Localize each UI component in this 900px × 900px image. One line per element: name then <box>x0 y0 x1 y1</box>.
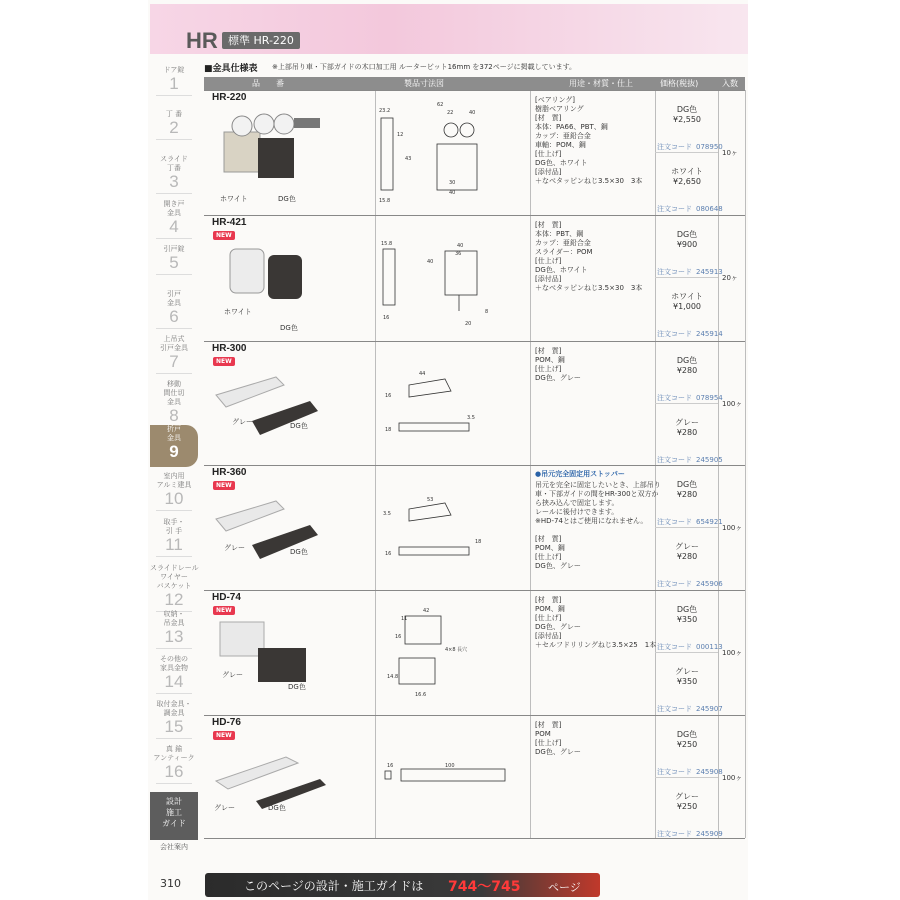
dimension-label: 40 <box>469 110 476 116</box>
product-name: HD-74 <box>212 592 241 603</box>
color-caption: ホワイト <box>220 195 248 203</box>
dimension-label: 43 <box>405 156 412 162</box>
color-caption: グレー <box>222 671 243 679</box>
index-tab-number: 16 <box>164 762 184 781</box>
variant-price: ¥250 <box>676 740 698 749</box>
part-dg <box>258 648 306 682</box>
order-code-prefix: 注文コード <box>657 518 692 526</box>
variant-color: DG色 <box>676 105 698 114</box>
order-code <box>657 829 723 839</box>
new-badge: NEW <box>213 606 235 615</box>
variant-price: ¥900 <box>676 240 698 249</box>
drawing-line <box>405 616 441 644</box>
variant-divider <box>655 777 718 778</box>
section-note: ※上部吊り車・下部ガイドの木口加工用 ルータービット16mm を372ページに掲載しています。 <box>272 63 577 71</box>
variant-divider <box>655 277 718 278</box>
dimension-label: 44 <box>419 371 426 377</box>
index-tab-9[interactable] <box>150 425 198 467</box>
dimension-label: 14.8 <box>387 674 399 680</box>
dimension-label: 8 <box>485 309 489 315</box>
dimension-drawing <box>375 469 527 587</box>
row-divider <box>204 465 745 466</box>
index-divider <box>156 274 192 275</box>
row-divider <box>204 215 745 216</box>
variant-color: ホワイト <box>671 292 703 301</box>
spec-text: 吊元を完全に固定したいとき、上部吊り 車・下部ガイドの間をHR-300と双方か ら挟み込んで固定します。 レールに後付けできます。 ※HD-74とはご使用になれません。 [材 質] POM、鋼 [仕上げ] DG色、グレー <box>535 481 661 570</box>
index-tab-number: 5 <box>169 253 179 272</box>
section-title: ■金具仕様表 <box>204 64 258 74</box>
order-code-prefix: 注文コード <box>657 768 692 776</box>
variant-price: ¥280 <box>676 366 698 375</box>
index-tab-number: 2 <box>169 118 179 137</box>
dimension-label: 16.6 <box>415 692 427 698</box>
drawing-line <box>399 423 469 431</box>
index-divider <box>156 373 192 374</box>
drawing-line <box>383 249 395 305</box>
index-tab-label: 折戸 金具 <box>167 425 181 442</box>
color-caption: DG色 <box>278 195 296 203</box>
new-badge: NEW <box>213 357 235 366</box>
drawing-line <box>409 379 451 397</box>
variant-color: DG色 <box>676 230 698 239</box>
index-divider <box>156 783 192 784</box>
order-code <box>657 393 723 403</box>
index-tab-label: その他の 家具金物 <box>160 655 188 672</box>
index-tab-10[interactable] <box>150 472 198 514</box>
body-dg <box>258 138 294 178</box>
index-divider <box>156 738 192 739</box>
variant-price: ¥350 <box>676 677 698 686</box>
order-code-prefix: 注文コード <box>657 330 692 338</box>
roller-wheel <box>232 116 252 136</box>
dimension-label: 3.5 <box>467 415 475 421</box>
order-code-prefix: 注文コード <box>657 705 692 713</box>
color-caption: グレー <box>224 544 245 552</box>
color-caption: DG色 <box>290 422 308 430</box>
index-tab-label: 開き戸 金具 <box>163 200 185 217</box>
order-code-number: 078950 <box>696 143 723 151</box>
product-photo <box>206 479 326 575</box>
color-caption: DG色 <box>290 548 308 556</box>
product-name: HR-300 <box>212 343 247 354</box>
order-code-prefix: 注文コード <box>657 830 692 838</box>
dimension-label: 15.8 <box>379 198 391 204</box>
header-dims: 製品寸法図 <box>404 79 444 88</box>
order-code <box>657 579 723 589</box>
new-badge: NEW <box>213 481 235 490</box>
roller-wheel <box>254 114 274 134</box>
order-code-number: 078954 <box>696 394 723 402</box>
order-code-number: 245906 <box>696 580 723 588</box>
order-code-number: 245913 <box>696 268 723 276</box>
index-tab-number: 11 <box>165 535 183 554</box>
index-tab-label: 取手・ 引 手 <box>163 518 185 535</box>
spec-text: [材 質] POM、鋼 [仕上げ] DG色、グレー <box>535 347 581 382</box>
part-grey <box>216 757 298 789</box>
index-tab-number: 10 <box>164 489 184 508</box>
order-code <box>657 767 723 777</box>
order-code <box>657 517 723 527</box>
index-tab-7[interactable] <box>150 335 198 377</box>
order-code-number: 245908 <box>696 768 723 776</box>
color-caption: DG色 <box>288 683 306 691</box>
dimension-label: 12 <box>397 132 404 138</box>
dimension-label: 100 <box>445 763 455 769</box>
variant-price: ¥2,550 <box>673 115 701 124</box>
body-dg <box>268 255 302 299</box>
variant-color: ホワイト <box>671 167 703 176</box>
footer-suffix: ページ <box>548 881 581 894</box>
index-tab-label: ドア錠 <box>163 66 185 74</box>
drawing-line <box>399 658 435 684</box>
body-white <box>230 249 264 293</box>
variant-color: DG色 <box>676 480 698 489</box>
new-badge: NEW <box>213 231 235 240</box>
dimension-label: 15.8 <box>381 241 393 247</box>
dimension-drawing <box>375 594 527 712</box>
index-tab-8[interactable] <box>150 380 198 425</box>
table-header <box>204 77 745 90</box>
dimension-drawing <box>375 345 527 463</box>
order-code-prefix: 注文コード <box>657 580 692 588</box>
order-code <box>657 267 723 277</box>
series-subtitle: 標準 HR-220 <box>222 32 300 49</box>
order-code-prefix: 注文コード <box>657 643 692 651</box>
company-info-link[interactable]: 会社案内 <box>160 843 188 851</box>
stopper-heading: ●吊元完全固定用ストッパー <box>535 470 625 478</box>
variant-price: ¥1,000 <box>673 302 701 311</box>
index-tab-number: 13 <box>164 627 184 646</box>
product-name: HR-421 <box>212 217 247 228</box>
variant-divider <box>655 403 718 404</box>
drawing-line <box>399 547 469 555</box>
spec-text: [材 質] POM [仕上げ] DG色、グレー <box>535 721 581 756</box>
order-code <box>657 455 723 465</box>
index-tab-label: 室内用 アルミ建具 <box>156 472 192 489</box>
product-name: HD-76 <box>212 717 241 728</box>
index-tab-number: 3 <box>169 172 179 191</box>
part-grey <box>216 501 284 531</box>
order-code <box>657 142 723 152</box>
guide-tab[interactable] <box>150 792 198 840</box>
order-code-number: 000113 <box>696 643 723 651</box>
row-divider <box>204 90 745 91</box>
part-grey <box>220 622 264 656</box>
index-tab-13[interactable] <box>150 610 198 652</box>
variant-price: ¥350 <box>676 615 698 624</box>
order-code-number: 080648 <box>696 205 723 213</box>
drawing-line <box>401 769 505 781</box>
index-tab-number: 4 <box>169 217 179 236</box>
part-grey <box>216 377 284 407</box>
dimension-label: 62 <box>437 102 444 108</box>
index-tab-number: 14 <box>164 672 184 691</box>
order-code-prefix: 注文コード <box>657 143 692 151</box>
index-tab-5[interactable] <box>150 245 198 287</box>
row-divider <box>204 590 745 591</box>
variant-price: ¥280 <box>676 490 698 499</box>
drawing-line <box>409 503 451 521</box>
order-code-prefix: 注文コード <box>657 268 692 276</box>
dimension-label: 11 <box>401 616 408 622</box>
index-tab-label: 取付金具・ 調金具 <box>156 700 192 717</box>
order-code-number: 245914 <box>696 330 723 338</box>
pack-quantity: 100ヶ <box>722 400 743 408</box>
dimension-label: 18 <box>475 539 482 545</box>
index-divider <box>156 193 192 194</box>
header-qty: 入数 <box>722 79 738 88</box>
variant-price: ¥280 <box>676 552 698 561</box>
spec-text: [材 質] POM、鋼 [仕上げ] DG色、グレー [添付品] ＋セルフドリリングねじ3.5×25 1本 <box>535 596 657 649</box>
variant-divider <box>655 652 718 653</box>
dimension-drawing <box>375 219 527 337</box>
page-number: 310 <box>160 877 181 890</box>
order-code <box>657 642 723 652</box>
drawing-line <box>460 123 474 137</box>
order-code-prefix: 注文コード <box>657 456 692 464</box>
dimension-label: 16 <box>385 393 392 399</box>
variant-price: ¥250 <box>676 802 698 811</box>
dimension-label: 42 <box>423 608 430 614</box>
order-code-prefix: 注文コード <box>657 205 692 213</box>
drawing-line <box>437 144 477 190</box>
index-tab-16[interactable] <box>150 745 198 787</box>
brand-title: HR <box>186 28 218 53</box>
index-tab-11[interactable] <box>150 518 198 560</box>
index-tab-label: 丁 番 <box>165 110 183 118</box>
new-badge: NEW <box>213 731 235 740</box>
index-divider <box>156 648 192 649</box>
index-tab-12[interactable] <box>150 564 199 609</box>
variant-color: グレー <box>675 418 699 427</box>
variant-price: ¥280 <box>676 428 698 437</box>
index-tab-6[interactable] <box>150 290 198 332</box>
variant-price: ¥2,650 <box>673 177 701 186</box>
dimension-label: 40 <box>449 190 456 196</box>
order-code <box>657 204 723 214</box>
index-divider <box>156 693 192 694</box>
order-code <box>657 704 723 714</box>
guide-tab-label: 設計 施工 ガイド <box>162 797 186 828</box>
spec-text: [ベアリング] 樹脂ベアリング [材 質] 本体：PA66、PBT、鋼 カップ：亜鉛合金 車軸：POM、鋼 [仕上げ] DG色、ホワイト [添付品] ＋なべタッピンねじ3.5×30 3本 <box>535 96 643 185</box>
dimension-label: 16 <box>383 315 390 321</box>
body-white <box>224 132 260 172</box>
footer-page-range[interactable]: 744〜745 <box>448 879 521 895</box>
dimension-label: 4×8 長穴 <box>445 647 468 653</box>
rail-stub <box>294 118 320 128</box>
order-code-number: 245907 <box>696 705 723 713</box>
pack-quantity: 20ヶ <box>722 274 738 282</box>
index-tab-15[interactable] <box>150 700 198 742</box>
dimension-label: 22 <box>447 110 454 116</box>
pack-quantity: 10ヶ <box>722 149 738 157</box>
index-tab-3[interactable] <box>150 155 198 197</box>
index-divider <box>156 139 192 140</box>
header-price: 価格(税抜) <box>660 79 699 88</box>
drawing-line <box>385 771 391 779</box>
drawing-line <box>445 251 477 295</box>
variant-color: グレー <box>675 542 699 551</box>
drawing-line <box>381 118 393 190</box>
index-tab-label: 移動 間仕切 金具 <box>163 380 185 406</box>
drawing-line <box>444 123 458 137</box>
column-divider <box>655 90 656 838</box>
variant-divider <box>655 152 718 153</box>
dimension-label: 30 <box>449 180 456 186</box>
color-caption: DG色 <box>268 804 286 812</box>
variant-color: DG色 <box>676 356 698 365</box>
index-tab-label: スライド 丁番 <box>160 155 188 172</box>
index-divider <box>156 238 192 239</box>
row-divider <box>204 341 745 342</box>
index-tab-number: 1 <box>169 74 179 93</box>
order-code <box>657 329 723 339</box>
index-tab-4[interactable] <box>150 200 198 242</box>
pack-quantity: 100ヶ <box>722 649 743 657</box>
part-dg <box>252 525 318 559</box>
index-tab-label: 上吊式 引戸金具 <box>160 335 188 352</box>
variant-color: DG色 <box>676 605 698 614</box>
row-divider <box>204 715 745 716</box>
dimension-label: 36 <box>455 251 462 257</box>
index-divider <box>156 95 192 96</box>
footer-text: このページの設計・施工ガイドは <box>244 879 424 893</box>
dimension-label: 16 <box>387 763 394 769</box>
color-caption: DG色 <box>280 324 298 332</box>
part-dg <box>252 401 318 435</box>
dimension-label: 3.5 <box>383 511 391 517</box>
dimension-label: 40 <box>427 259 434 265</box>
product-photo <box>206 355 326 451</box>
dimension-label: 16 <box>395 634 402 640</box>
index-tab-number: 9 <box>169 442 179 461</box>
header-usage: 用途・材質・仕上 <box>569 79 633 88</box>
index-tab-label: 引戸 金具 <box>167 290 181 307</box>
dimension-label: 20 <box>465 321 472 327</box>
pack-quantity: 100ヶ <box>722 524 743 532</box>
column-divider <box>745 90 746 838</box>
product-photo <box>206 104 326 200</box>
dimension-drawing <box>375 719 527 837</box>
index-tab-number: 6 <box>169 307 179 326</box>
index-tab-label: 収納・ 吊金具 <box>163 610 185 627</box>
index-tab-number: 7 <box>169 352 179 371</box>
part-dg <box>256 779 326 809</box>
variant-divider <box>655 527 718 528</box>
product-name: HR-360 <box>212 467 247 478</box>
index-tab-number: 8 <box>169 406 179 425</box>
roller-wheel <box>274 114 294 134</box>
variant-color: DG色 <box>676 730 698 739</box>
index-tab-label: スライドレール ワイヤー バスケット <box>150 564 199 590</box>
order-code-prefix: 注文コード <box>657 394 692 402</box>
spec-text: [材 質] 本体：PBT、鋼 カップ：亜鉛合金 スライダー：POM [仕上げ] DG色、ホワイト [添付品] ＋なべタッピンねじ3.5×30 3本 <box>535 221 643 292</box>
dimension-label: 16 <box>385 551 392 557</box>
index-divider <box>156 510 192 511</box>
header-part: 品 番 <box>252 79 284 88</box>
dimension-label: 53 <box>427 497 434 503</box>
order-code-number: 654921 <box>696 518 723 526</box>
color-caption: ホワイト <box>224 308 252 316</box>
dimension-label: 18 <box>385 427 392 433</box>
index-tab-label: 引戸錠 <box>163 245 185 253</box>
dimension-label: 23.2 <box>379 108 391 114</box>
variant-color: グレー <box>675 792 699 801</box>
index-tab-2[interactable] <box>150 110 198 152</box>
index-tab-number: 12 <box>164 590 184 609</box>
order-code-number: 245909 <box>696 830 723 838</box>
color-caption: グレー <box>214 804 235 812</box>
order-code-number: 245905 <box>696 456 723 464</box>
color-caption: グレー <box>232 418 253 426</box>
pack-quantity: 100ヶ <box>722 774 743 782</box>
index-tab-1[interactable] <box>150 66 198 108</box>
column-divider <box>530 90 531 838</box>
index-tab-14[interactable] <box>150 655 198 697</box>
index-divider <box>156 328 192 329</box>
product-name: HR-220 <box>212 92 247 103</box>
product-photo <box>206 604 326 700</box>
index-divider <box>156 556 192 557</box>
variant-color: グレー <box>675 667 699 676</box>
index-tab-number: 15 <box>164 717 184 736</box>
index-tab-label: 真 鍮 アンティーク <box>153 745 195 762</box>
dimension-label: 40 <box>457 243 464 249</box>
